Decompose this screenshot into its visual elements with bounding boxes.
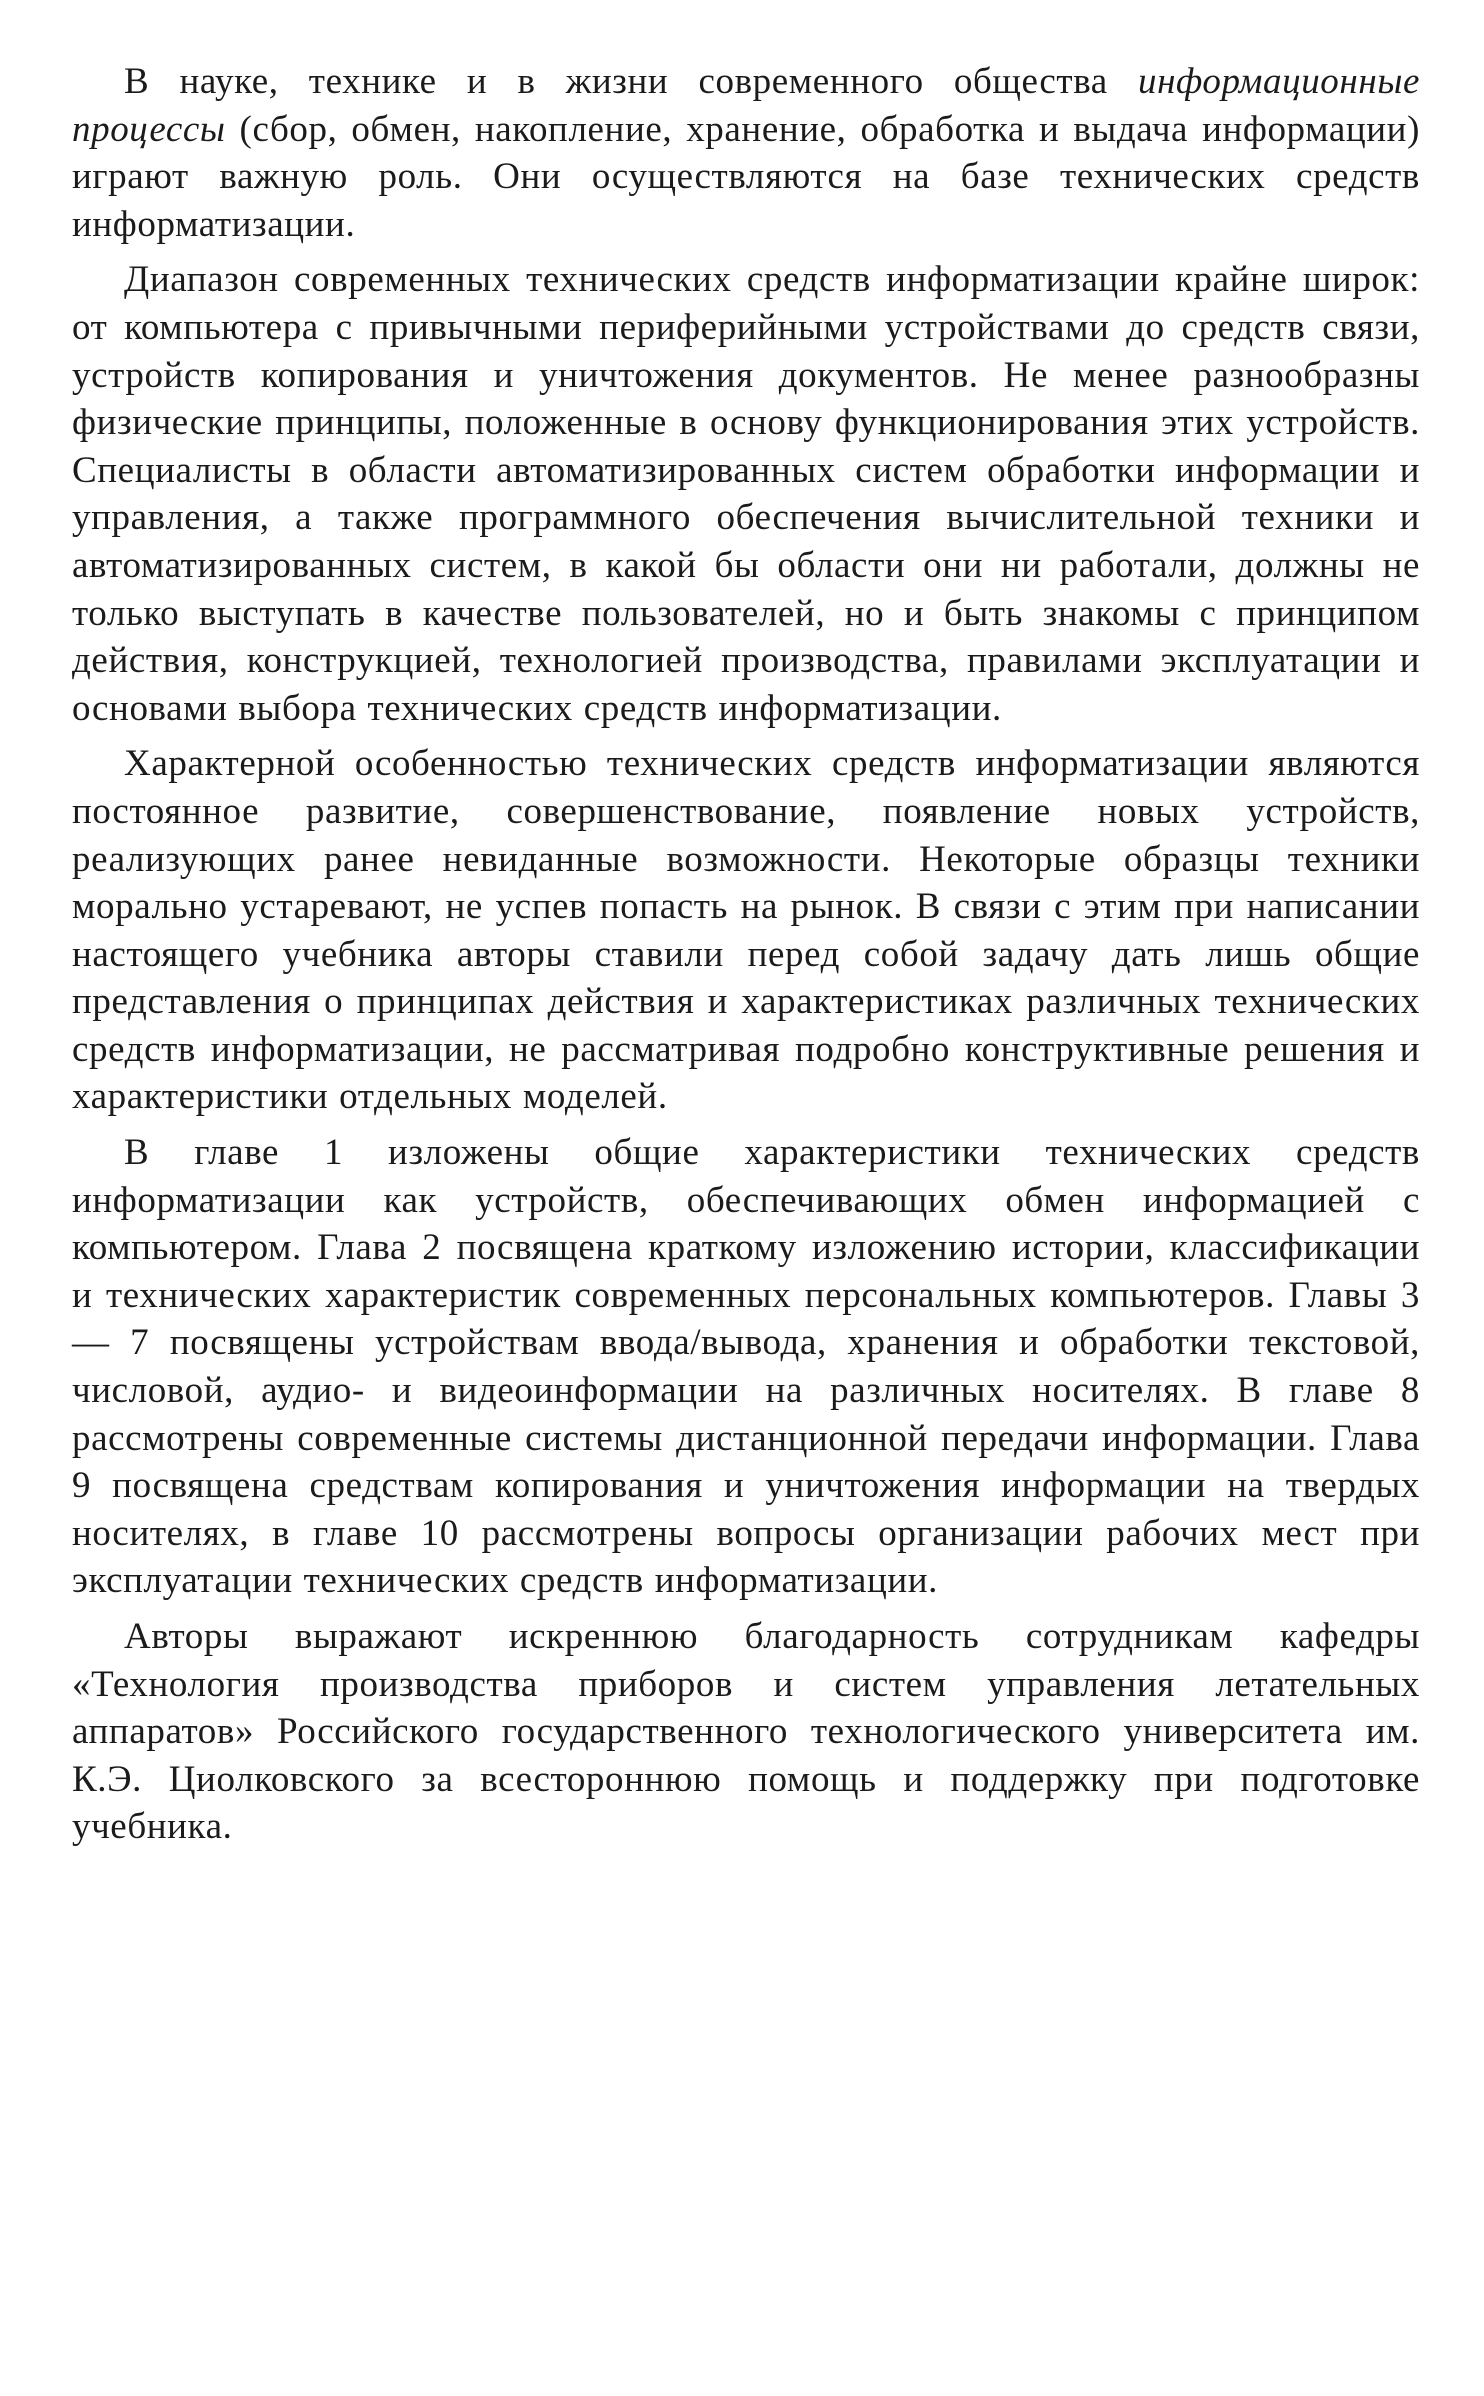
paragraph-features: Характерной особенностью технических средств информатизации являются постоянное развитие, совершенствование, появление новых устройств, реализующих ранее невиданные возможности. Некоторые образцы техники морально устаревают, не успев попасть на рынок. В связи с этим при написании настоящего учебника авторы ставили перед собой задачу дать лишь общие представления о принципах действия и характеристиках различных технических средств информатизации, не рассматривая подробно конструктивные решения и характеристики отдельных моделей. [72,743,1420,1118]
paragraph-range: Диапазон современных технических средств информатизации крайне широк: от компьютера с привычными периферийными устройствами до средств связи, устройств копирования и уничтожения документов. Не менее разнообразны физические принципы, положенные в основу функционирования этих устройств. Специалисты в области автоматизированных систем обработки информации и управления, а также программного обеспечения вычислительной техники и автоматизированных систем, в какой бы области они ни работали, должны не только выступать в качестве пользователей, но и быть знакомы с принципом действия, конструкцией, технологией производства, правилами эксплуатации и основами выбора технических средств информатизации. [72,259,1420,729]
paragraph-chapters: В главе 1 изложены общие характеристики технических средств информатизации как устройств, обеспечивающих обмен информацией с компьютером. Глава 2 посвящена краткому изложению истории, классификации и технических характеристик современных персональных компьютеров. Главы 3 — 7 посвящены устройствам ввода/вывода, хранения и обработки текстовой, числовой, аудио- и видеоинформации на различных носителях. В главе 8 рассмотрены современные системы дистанционной передачи информации. Глава 9 посвящена средствам копирования и уничтожения информации на твердых носителях, в главе 10 рассмотрены вопросы организации рабочих мест при эксплуатации технических средств информатизации. [72,1132,1420,1602]
paragraph-intro-start: В науке, технике и в жизни современного общества [124,61,1138,102]
paragraph-intro-end: (сбор, обмен, накопление, хранение, обработка и выдача информации) играют важную роль. Они осуществляются на базе технических средств информатизации. [72,108,1420,245]
paragraph-acknowledgements: Авторы выражают искреннюю благодарность сотрудникам кафедры «Технология производства приборов и систем управления летательных аппаратов» Российского государственного технологического университета им. К.Э. Циолковского за всестороннюю помощь и поддержку при подготовке учебника. [72,1616,1420,1848]
paragraph-intro [72,58,1420,248]
document-page [72,58,1420,1859]
emphasis-information-processes: информационные процессы [72,61,1420,150]
